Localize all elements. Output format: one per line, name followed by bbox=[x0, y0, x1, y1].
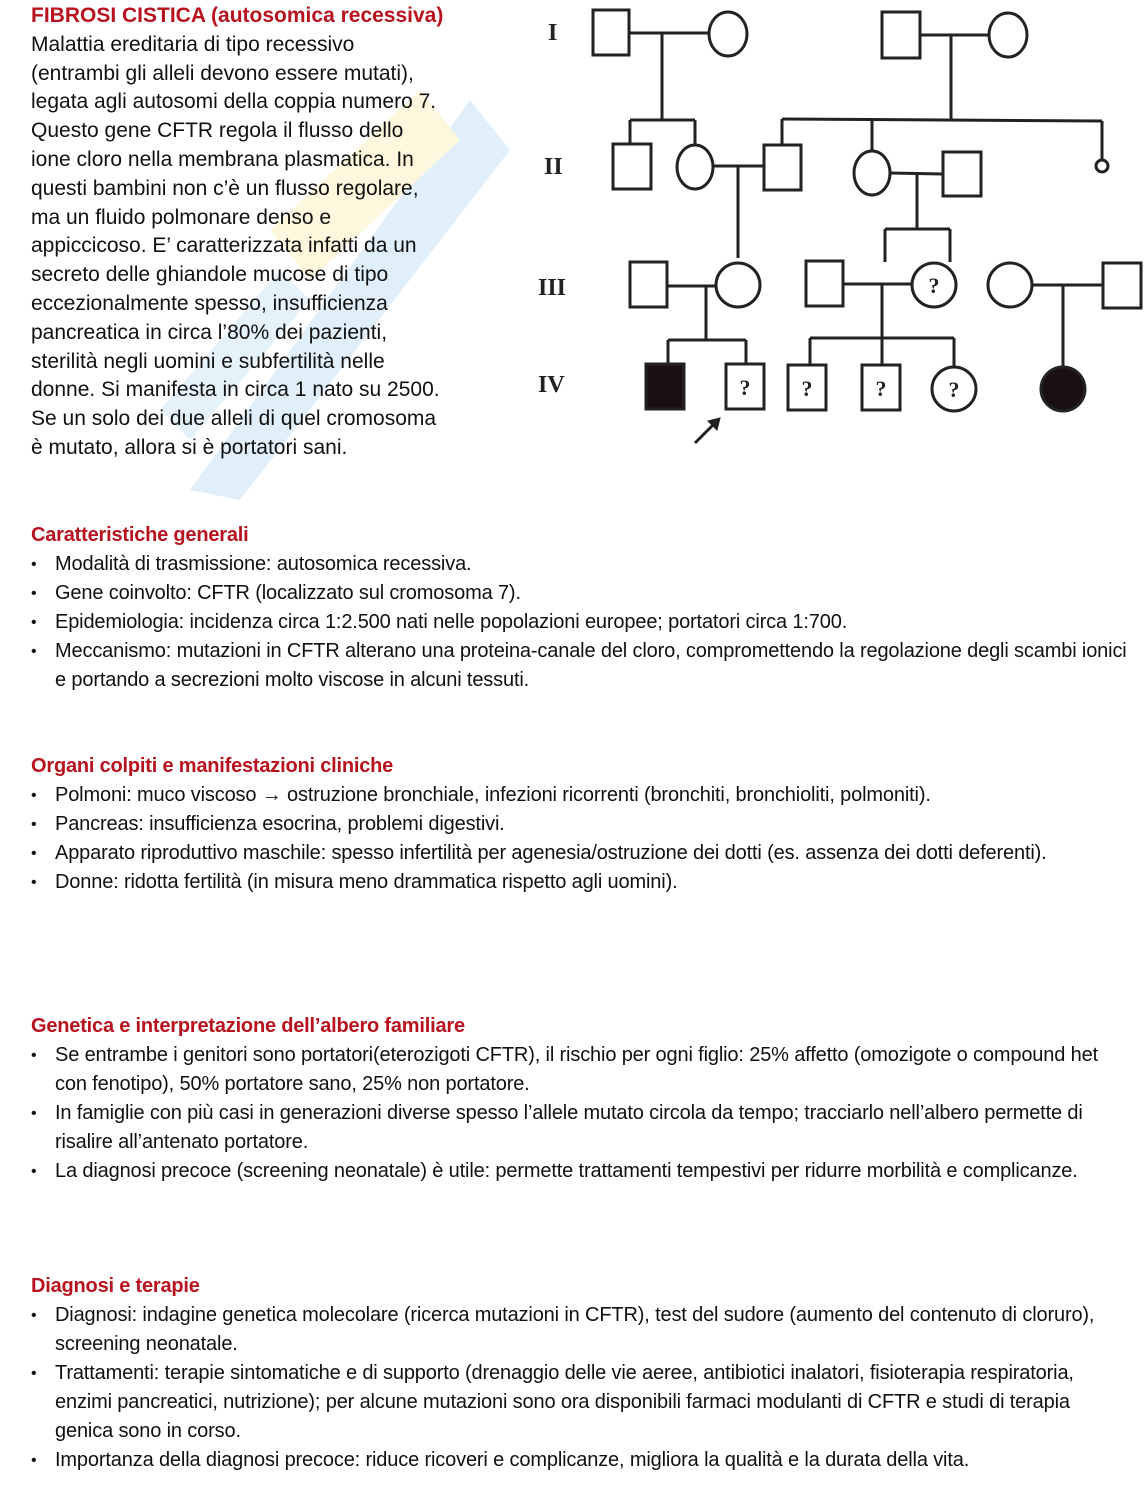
intro-line: è mutato, allora si è portatori sani. bbox=[31, 435, 348, 459]
intro-line: donne. Si manifesta in circa 1 nato su 2500. bbox=[31, 378, 440, 402]
bullet-icon: • bbox=[31, 1047, 37, 1064]
proband-arrow-icon bbox=[695, 418, 720, 443]
intro-line: questi bambini non c’è un flusso regolare, bbox=[31, 176, 419, 200]
male-I-1 bbox=[593, 10, 629, 55]
section-clinical bbox=[31, 752, 1131, 897]
female-I-2 bbox=[709, 12, 747, 56]
list-item: • Gene coinvolto: CFTR (localizzato sul cromosoma 7). bbox=[31, 579, 1131, 608]
list-item: • Importanza della diagnosi precoce: riduce ricoveri e complicanze, migliora la qualità e la durata della vita. bbox=[31, 1446, 1131, 1475]
section-title: Diagnosi e terapie bbox=[31, 1275, 200, 1297]
female-III-2 bbox=[716, 263, 760, 307]
list-item: • Diagnosi: indagine genetica molecolare (ricerca mutazioni in CFTR), test del sudore (aumento del contenuto di cloruro), screening neonatale. bbox=[31, 1301, 1131, 1359]
bullet-icon: • bbox=[31, 556, 37, 573]
unknown-marker: ? bbox=[739, 375, 751, 400]
male-III-1 bbox=[630, 262, 667, 307]
female-III-5 bbox=[988, 263, 1032, 307]
intro-line: appiccicoso. E’ caratterizzata infatti da un bbox=[31, 234, 417, 258]
intro-line: Se un solo dei due alleli di quel cromosoma bbox=[31, 407, 437, 431]
intro-line: sterilità negli uomini e subfertilità nelle bbox=[31, 349, 385, 373]
list-item: • Pancreas: insufficienza esocrina, problemi digestivi. bbox=[31, 810, 1131, 839]
bullet-list bbox=[31, 1041, 1131, 1186]
female-II-6-small bbox=[1096, 160, 1108, 172]
list-item: • La diagnosi precoce (screening neonatale) è utile: permette trattamenti tempestivi per ridurre morbilità e complicanze. bbox=[31, 1157, 1131, 1186]
male-II-3 bbox=[764, 145, 801, 190]
bullet-icon: • bbox=[31, 874, 37, 891]
bullet-icon: • bbox=[31, 643, 37, 660]
intro-line: Questo gene CFTR regola il flusso dello bbox=[31, 119, 404, 143]
unknown-marker: ? bbox=[948, 377, 960, 402]
section-title: Genetica e interpretazione dell’albero familiare bbox=[31, 1015, 465, 1037]
intro-line: legata agli autosomi della coppia numero 7. bbox=[31, 90, 437, 114]
intro-line: pancreatica in circa l’80% dei pazienti, bbox=[31, 320, 388, 344]
intro-title: FIBROSI CISTICA (autosomica recessiva) bbox=[31, 4, 444, 27]
male-II-1 bbox=[613, 144, 651, 189]
bullet-icon: • bbox=[31, 845, 37, 862]
female-I-4 bbox=[989, 13, 1027, 57]
intro-line: ione cloro nella membrana plasmatica. In bbox=[31, 147, 414, 171]
list-item: • Se entrambe i genitori sono portatori(eterozigoti CFTR), il rischio per ogni figlio: 25% affetto (omozigote o compound het con fenotipo), 50% portatore sano, 25% non portatore. bbox=[31, 1041, 1131, 1099]
section-title: Organi colpiti e manifestazioni cliniche bbox=[31, 755, 394, 777]
list-item: • Trattamenti: terapie sintomatiche e di supporto (drenaggio delle vie aeree, antibiotici inalatori, fisioterapia respiratoria, enzimi pancreatici, nutrizione); per alcune mutazioni sono ora disponibili farmaci modulanti di CFTR e studi di terapia genica sono in corso. bbox=[31, 1359, 1131, 1446]
bullet-icon: • bbox=[31, 585, 37, 602]
section-title: Caratteristiche generali bbox=[31, 524, 249, 546]
bullet-icon: • bbox=[31, 787, 37, 804]
list-item: • Apparato riproduttivo maschile: spesso infertilità per agenesia/ostruzione dei dotti (es. assenza dei dotti deferenti). bbox=[31, 839, 1131, 868]
unknown-marker: ? bbox=[801, 376, 813, 401]
male-III-6 bbox=[1103, 263, 1141, 308]
bullet-icon: • bbox=[31, 1105, 37, 1122]
bullet-icon: • bbox=[31, 1452, 37, 1469]
female-IV-6-affected bbox=[1041, 367, 1085, 411]
bullet-list bbox=[31, 781, 1131, 897]
list-item: • Modalità di trasmissione: autosomica recessiva. bbox=[31, 550, 1131, 579]
unknown-marker: ? bbox=[875, 376, 887, 401]
intro-line: secreto delle ghiandole mucose di tipo bbox=[31, 263, 389, 287]
bullet-icon: • bbox=[31, 1365, 37, 1382]
list-item: • Polmoni: muco viscoso → ostruzione bronchiale, infezioni ricorrenti (bronchiti, bronchioliti, polmoniti). bbox=[31, 781, 1131, 810]
bullet-icon: • bbox=[31, 1163, 37, 1180]
section-diagnosis bbox=[31, 1272, 1131, 1475]
generation-label-I: I bbox=[548, 20, 558, 46]
list-item: • Meccanismo: mutazioni in CFTR alterano una proteina-canale del cloro, compromettendo la regolazione degli scambi ionici e portando a secrezioni molto viscose in alcuni tessuti. bbox=[31, 637, 1131, 695]
bullet-list bbox=[31, 1301, 1131, 1475]
male-III-3 bbox=[806, 261, 843, 306]
list-item: • Epidemiologia: incidenza circa 1:2.500 nati nelle popolazioni europee; portatori circa 1:700. bbox=[31, 608, 1131, 637]
male-I-3 bbox=[882, 12, 920, 58]
bullet-icon: • bbox=[31, 816, 37, 833]
male-II-5 bbox=[943, 152, 981, 196]
intro-line: ma un fluido polmonare denso e bbox=[31, 205, 332, 229]
unknown-marker: ? bbox=[928, 273, 940, 298]
intro-line: eccezionalmente spesso, insufficienza bbox=[31, 291, 388, 315]
bullet-list bbox=[31, 550, 1131, 695]
section-genetics bbox=[31, 1012, 1131, 1186]
intro-block bbox=[31, 2, 521, 463]
list-item: • In famiglie con più casi in generazioni diverse spesso l’allele mutato circola da tempo; tracciarlo nell’albero permette di risalire all’antenato portatore. bbox=[31, 1099, 1131, 1157]
female-II-2 bbox=[677, 145, 713, 189]
section-general bbox=[31, 521, 1131, 695]
bullet-icon: • bbox=[31, 614, 37, 631]
generation-label-II: II bbox=[544, 154, 563, 180]
intro-line: (entrambi gli alleli devono essere mutati), bbox=[31, 61, 414, 85]
generation-label-IV: IV bbox=[538, 372, 565, 398]
intro-line: Malattia ereditaria di tipo recessivo bbox=[31, 32, 355, 56]
bullet-icon: • bbox=[31, 1307, 37, 1324]
pedigree-chart bbox=[520, 0, 1148, 460]
list-item: • Donne: ridotta fertilità (in misura meno drammatica rispetto agli uomini). bbox=[31, 868, 1131, 897]
male-IV-1-affected bbox=[646, 364, 684, 409]
female-II-4 bbox=[854, 151, 890, 195]
generation-label-III: III bbox=[538, 275, 567, 301]
